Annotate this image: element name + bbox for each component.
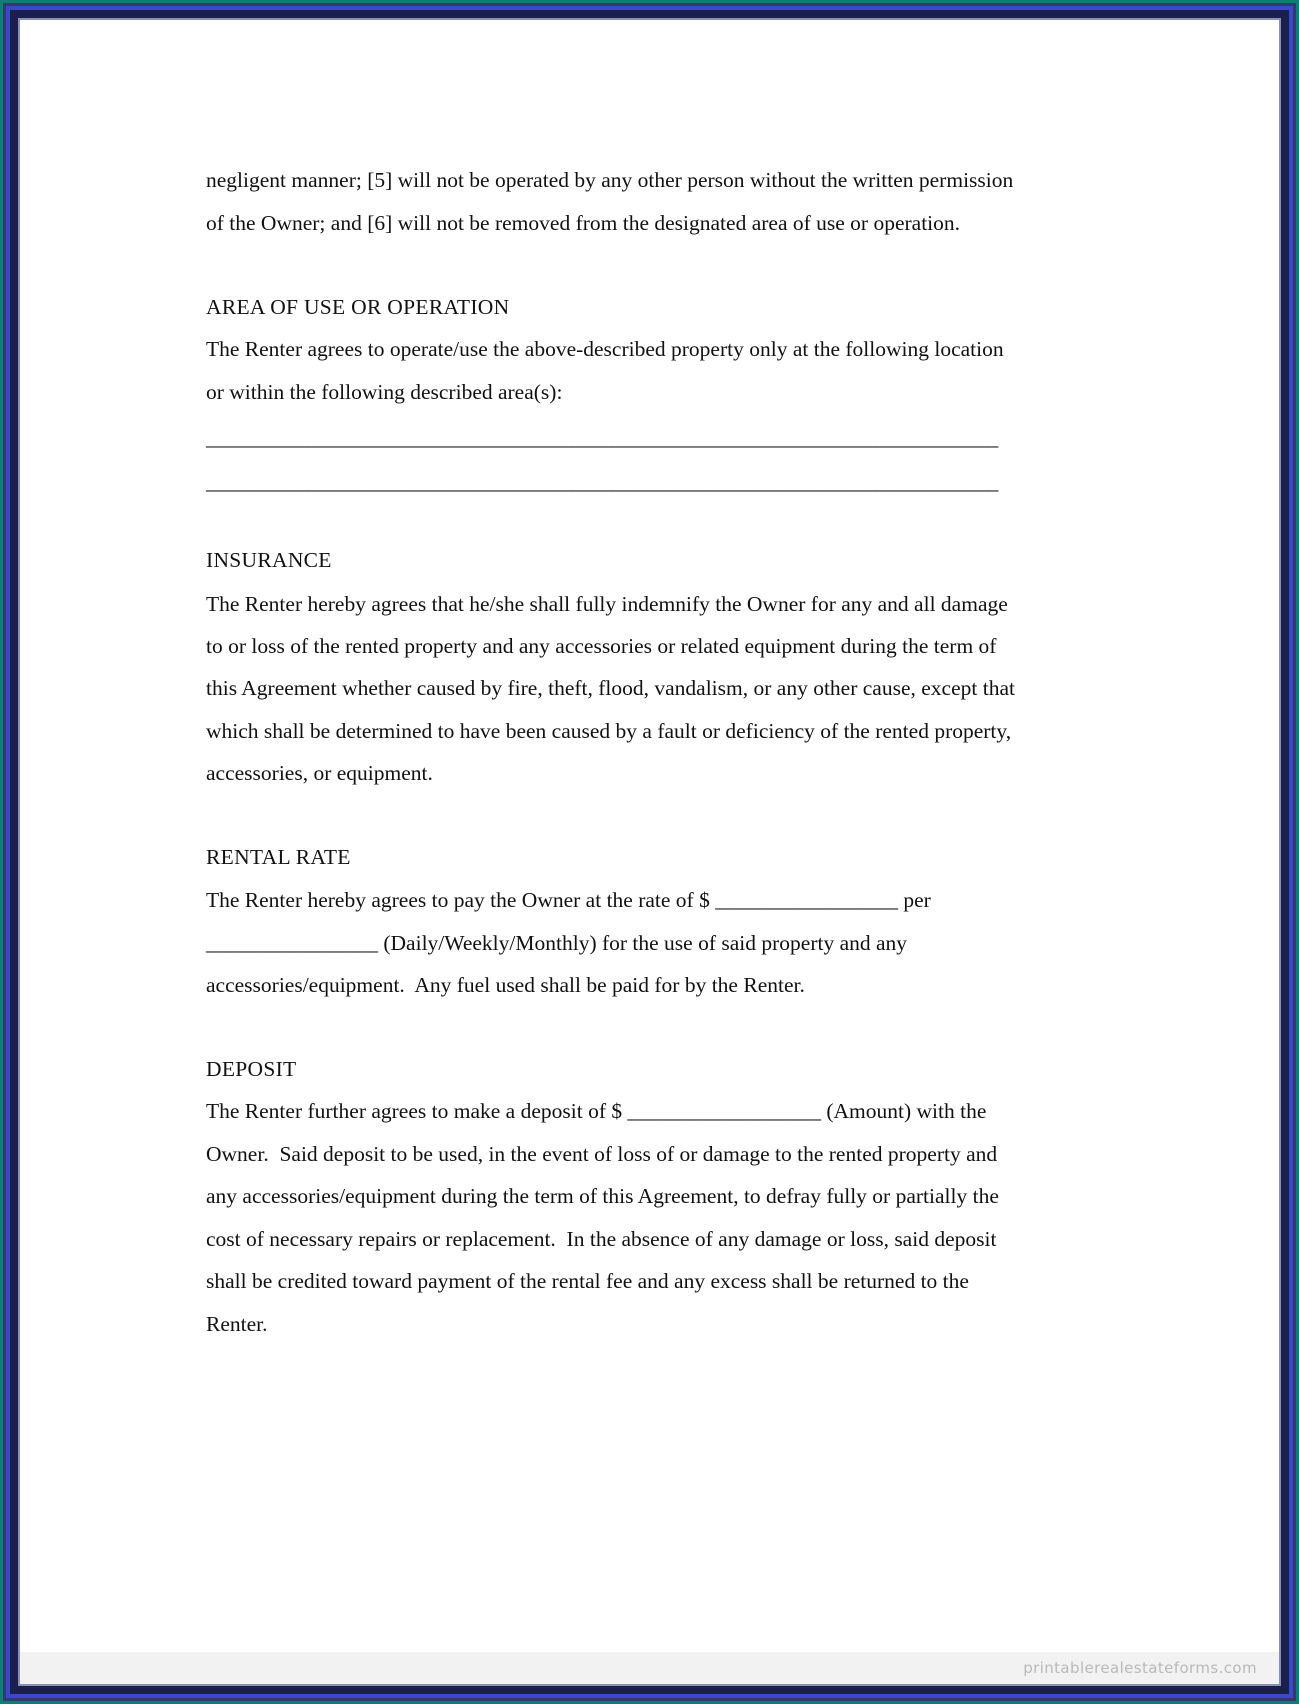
insurance-line-5: accessories, or equipment. [206, 761, 433, 785]
watermark-text: printablerealestateforms.com [1023, 1659, 1257, 1677]
deposit-line-2: Owner. Said deposit to be used, in the event of loss of or damage to the rented property and [206, 1142, 998, 1166]
deposit-line-3: any accessories/equipment during the term of this Agreement, to defray fully or partially the [206, 1184, 999, 1208]
insurance-heading: INSURANCE [206, 548, 332, 572]
intro-line-2: of the Owner; and [6] will not be removed from the designated area of use or operation. [206, 211, 961, 235]
area-of-use-line-2: or within the following described area(s): [206, 380, 563, 404]
area-of-use-line-1: The Renter agrees to operate/use the above-described property only at the following location [206, 337, 1004, 361]
insurance-line-4: which shall be determined to have been caused by a fault or deficiency of the rented property, [206, 719, 1012, 743]
insurance-line-1: The Renter hereby agrees that he/she shall fully indemnify the Owner for any and all damage [206, 592, 1008, 616]
rental-rate-line-1: The Renter hereby agrees to pay the Owner at the rate of $ _________________ per [206, 888, 931, 912]
blue-frame [6, 6, 1293, 1698]
deposit-heading: DEPOSIT [206, 1057, 297, 1081]
document-page [18, 18, 1281, 1686]
rental-rate-heading: RENTAL RATE [206, 845, 351, 869]
deposit-line-1: The Renter further agrees to make a deposit of $ __________________ (Amount) with the [206, 1099, 987, 1123]
deposit-line-4: cost of necessary repairs or replacement. In the absence of any damage or loss, said deposit [206, 1227, 997, 1251]
rental-rate-line-3: accessories/equipment. Any fuel used shall be paid for by the Renter. [206, 973, 805, 997]
deposit-line-6: Renter. [206, 1312, 268, 1336]
deposit-line-5: shall be credited toward payment of the rental fee and any excess shall be returned to the [206, 1269, 969, 1293]
intro-line-1: negligent manner; [5] will not be operated by any other person without the written permission [206, 168, 1014, 192]
insurance-line-3: this Agreement whether caused by fire, theft, flood, vandalism, or any other cause, except that [206, 676, 1015, 700]
insurance-line-2: to or loss of the rented property and any accessories or related equipment during the term of [206, 634, 997, 658]
area-blank-line-2[interactable]: ______________________________________________________________________________ [206, 470, 998, 494]
rental-rate-line-2: ________________ (Daily/Weekly/Monthly) for the use of said property and any [206, 931, 908, 955]
area-of-use-heading: AREA OF USE OR OPERATION [206, 295, 510, 319]
area-blank-line-1[interactable]: ______________________________________________________________________________ [206, 426, 998, 450]
